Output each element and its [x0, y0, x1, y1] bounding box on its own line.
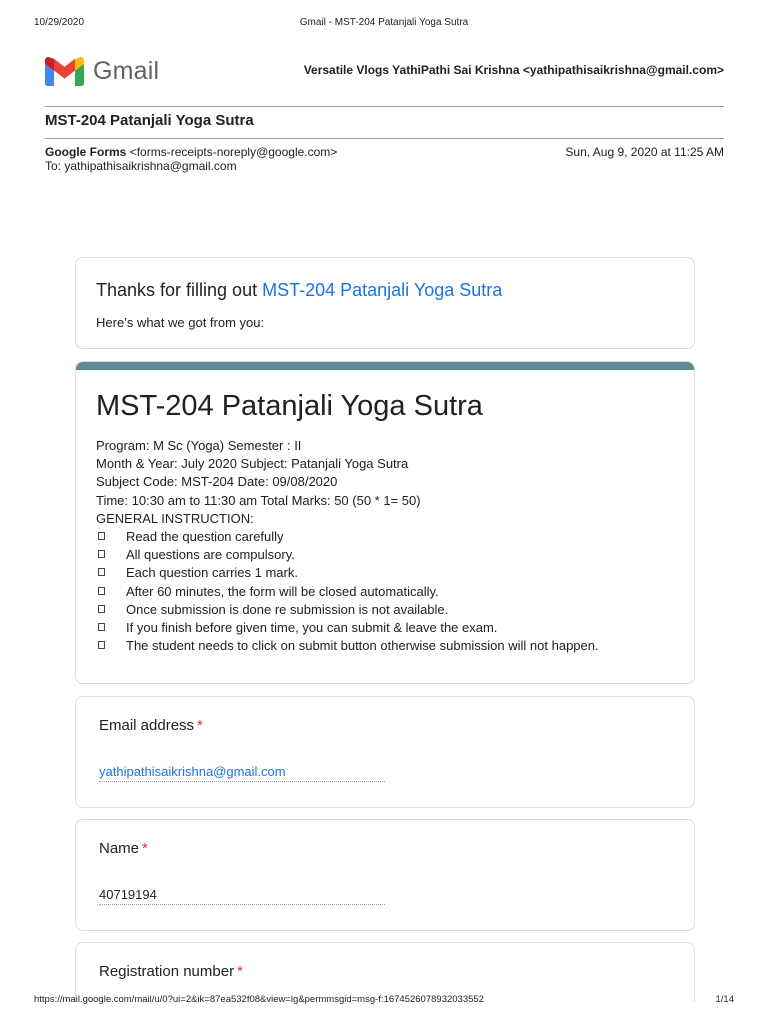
instruction-item: [96, 619, 599, 637]
instruction-item: [96, 546, 599, 564]
instruction-item: [96, 528, 599, 546]
description-line: Program: M Sc (Yoga) Semester : II: [96, 438, 302, 453]
question-label: [99, 840, 148, 857]
checkbox-square-icon: [96, 619, 126, 637]
thanks-prefix: Thanks for filling out: [96, 280, 258, 300]
instruction-text: After 60 minutes, the form will be closed automatically.: [126, 583, 439, 599]
sender-address: <forms-receipts-noreply@google.com>: [129, 145, 338, 159]
form-link[interactable]: MST-204 Patanjali Yoga Sutra: [262, 280, 503, 300]
instruction-item: [96, 564, 599, 582]
sender-name: Google Forms: [45, 145, 127, 159]
form-accent-band: [76, 362, 694, 370]
required-mark: *: [142, 840, 148, 857]
thanks-subtitle: Here’s what we got from you:: [96, 315, 265, 330]
gmail-logo[interactable]: [45, 55, 159, 87]
instruction-text: The student needs to click on submit button otherwise submission will not happen.: [126, 638, 599, 654]
question-label-text: Name: [99, 840, 140, 857]
divider: [45, 138, 724, 139]
question-card-name: [75, 819, 695, 931]
sender-line: [45, 145, 337, 159]
instruction-item: [96, 601, 599, 619]
checkbox-square-icon: [96, 564, 126, 582]
print-footer: [0, 994, 768, 1008]
email-subject: MST-204 Patanjali Yoga Sutra: [45, 112, 254, 129]
instruction-item: [96, 637, 599, 655]
checkbox-square-icon: [96, 637, 126, 655]
account-name: Versatile Vlogs YathiPathi Sai Krishna <yathipathisaikrishna@gmail.com>: [303, 63, 724, 77]
checkbox-square-icon: [96, 583, 126, 601]
question-label: [99, 717, 203, 734]
recipient-line: To: yathipathisaikrishna@gmail.com: [45, 159, 237, 173]
form-header-card: [75, 361, 695, 684]
print-page-number: 1/14: [715, 994, 734, 1005]
instruction-text: Read the question carefully: [126, 529, 284, 545]
question-label-text: Email address: [99, 717, 195, 734]
instruction-text: If you finish before given time, you can submit & leave the exam.: [126, 620, 498, 636]
instruction-item: [96, 583, 599, 601]
thanks-card: [75, 257, 695, 349]
question-label: [99, 963, 243, 980]
description-line: Subject Code: MST-204 Date: 09/08/2020: [96, 474, 338, 490]
question-card-registration: [75, 942, 695, 1002]
required-mark: *: [197, 717, 203, 734]
gmail-wordmark: Gmail: [93, 56, 160, 85]
divider: [45, 106, 724, 107]
form-description: [96, 437, 599, 655]
checkbox-square-icon: [96, 546, 126, 564]
instruction-text: Once submission is done re submission is not available.: [126, 601, 449, 617]
answer-email[interactable]: yathipathisaikrishna@gmail.com: [99, 764, 385, 782]
form-title: MST-204 Patanjali Yoga Sutra: [96, 390, 483, 422]
gmail-m-logo-icon: [45, 57, 84, 86]
description-line: Time: 10:30 am to 11:30 am Total Marks: 50 (50 * 1= 50): [96, 492, 421, 508]
email-date: Sun, Aug 9, 2020 at 11:25 AM: [565, 145, 724, 159]
checkbox-square-icon: [96, 528, 126, 546]
instruction-text: Each question carries 1 mark.: [126, 565, 298, 581]
thanks-title: [96, 280, 502, 301]
question-label-text: Registration number: [99, 963, 235, 980]
print-title: Gmail - MST-204 Patanjali Yoga Sutra: [299, 17, 469, 28]
instruction-text: All questions are compulsory.: [126, 547, 295, 563]
answer-name: 40719194: [99, 887, 385, 905]
description-line: GENERAL INSTRUCTION:: [96, 510, 254, 526]
description-line: Month & Year: July 2020 Subject: Patanjali Yoga Sutra: [96, 456, 409, 472]
print-date: 10/29/2020: [34, 17, 85, 28]
print-header: [0, 17, 768, 31]
checkbox-square-icon: [96, 601, 126, 619]
print-url: https://mail.google.com/mail/u/0?ui=2&ik=87ea532f08&view=lg&permmsgid=msg-f:1674526078932033552: [34, 994, 484, 1005]
required-mark: *: [237, 963, 243, 980]
question-card-email: [75, 696, 695, 808]
